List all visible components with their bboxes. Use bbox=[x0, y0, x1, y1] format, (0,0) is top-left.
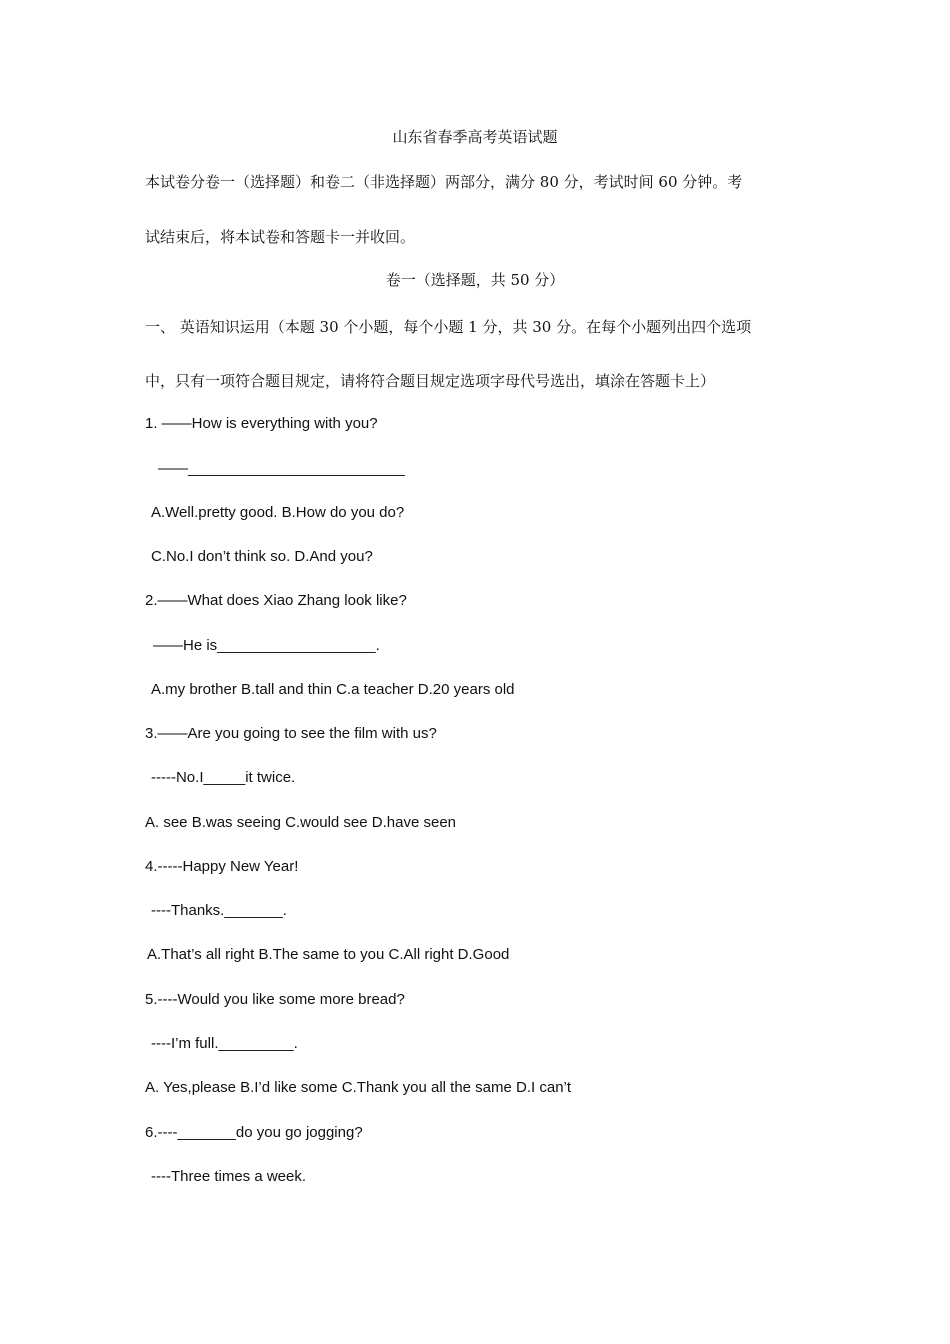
question-2-options: A.my brother B.tall and thin C.a teacher D.20 years old bbox=[151, 681, 515, 698]
question-3-options: A. see B.was seeing C.would see D.have seen bbox=[145, 814, 457, 831]
question-3-reply: -----No.I_____it twice. bbox=[151, 769, 296, 786]
question-5-stem: 5.----Would you like some more bread? bbox=[145, 991, 405, 1008]
question-1-stem: 1. ——How is everything with you? bbox=[145, 415, 378, 432]
question-2-stem: 2.——What does Xiao Zhang look like? bbox=[145, 592, 407, 609]
question-4-reply: ----Thanks._______. bbox=[151, 902, 287, 919]
question-6-stem: 6.----_______do you go jogging? bbox=[145, 1124, 363, 1141]
question-4-options: A.That’s all right B.The same to you C.All right D.Good bbox=[147, 946, 510, 963]
question-3-stem: 3.——Are you going to see the film with us? bbox=[145, 725, 437, 742]
question-5-reply: ----I’m full._________. bbox=[151, 1035, 298, 1052]
question-1-options-line-1: A.Well.pretty good. B.How do you do? bbox=[151, 504, 405, 521]
question-6-reply: ----Three times a week. bbox=[151, 1168, 307, 1185]
question-1-options-line-2: C.No.I don’t think so. D.And you? bbox=[151, 548, 373, 565]
section-title: 卷一（选择题，共 50 分） bbox=[385, 271, 565, 289]
question-1-reply: ——__________________________ bbox=[158, 460, 405, 477]
question-2-reply: ——He is___________________. bbox=[153, 637, 380, 654]
part1-instruction-line-2: 中，只有一项符合题目规定，请将符合题目规定选项字母代号选出，填涂在答题卡上） bbox=[145, 372, 716, 390]
page-title: 山东省春季高考英语试题 bbox=[392, 128, 558, 146]
intro-line-1: 本试卷分卷一（选择题）和卷二（非选择题）两部分，满分 80 分，考试时间 60 分钟。考 bbox=[145, 173, 743, 191]
question-4-stem: 4.-----Happy New Year! bbox=[145, 858, 299, 875]
part1-instruction-line-1: 一、 英语知识运用（本题 30 个小题，每个小题 1 分，共 30 分。在每个小题列出四个选项 bbox=[145, 318, 752, 336]
intro-line-2: 试结束后，将本试卷和答题卡一并收回。 bbox=[145, 228, 416, 246]
question-5-options: A. Yes,please B.I’d like some C.Thank you all the same D.I can’t bbox=[145, 1079, 572, 1096]
